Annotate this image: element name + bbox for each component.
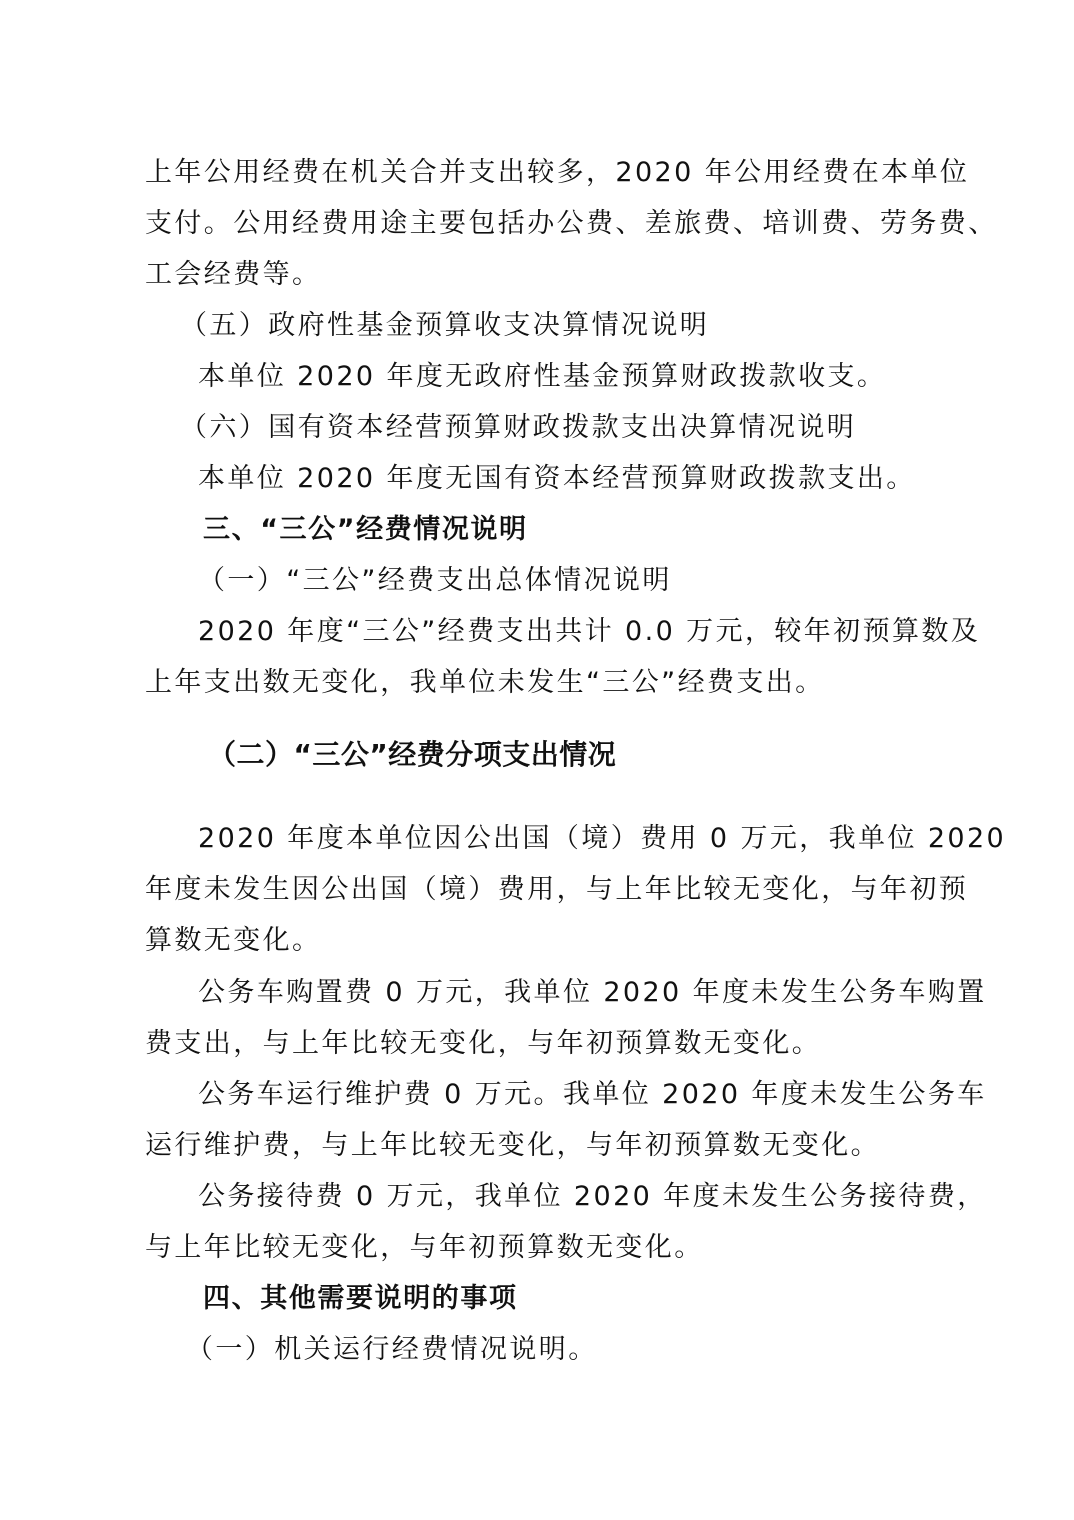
body-text-line: 公务车运行维护费 0 万元。我单位 2020 年度未发生公务车: [198, 1079, 987, 1110]
section-heading-6: （六）国有资本经营预算财政拨款支出决算情况说明: [180, 412, 857, 443]
body-text-line: 算数无变化。: [145, 925, 322, 956]
body-text-line: 2020 年度“三公”经费支出共计 0.0 万元，较年初预算数及: [198, 616, 981, 647]
body-text-line: 支付。公用经费用途主要包括办公费、差旅费、培训费、劳务费、: [145, 208, 998, 239]
body-text-line: 2020 年度本单位因公出国（境）费用 0 万元，我单位 2020: [198, 823, 1007, 854]
body-text-line: 与上年比较无变化，与年初预算数无变化。: [145, 1232, 704, 1263]
body-text-line: 费支出，与上年比较无变化，与年初预算数无变化。: [145, 1028, 822, 1059]
body-text-line: 年度未发生因公出国（境）费用，与上年比较无变化，与年初预: [145, 874, 969, 905]
chapter-heading-4: 四、其他需要说明的事项: [203, 1283, 518, 1314]
subsection-heading-2: （二）“三公”经费分项支出情况: [208, 738, 617, 771]
body-text-line: 上年支出数无变化，我单位未发生“三公”经费支出。: [145, 667, 825, 698]
body-text-line: 工会经费等。: [145, 259, 322, 290]
body-text-line: 公务车购置费 0 万元，我单位 2020 年度未发生公务车购置: [198, 977, 987, 1008]
body-text-line: 本单位 2020 年度无国有资本经营预算财政拨款支出。: [198, 463, 916, 494]
body-text-line: 本单位 2020 年度无政府性基金预算财政拨款收支。: [198, 361, 887, 392]
body-text-line: 公务接待费 0 万元，我单位 2020 年度未发生公务接待费，: [198, 1181, 987, 1212]
body-text-line: 运行维护费，与上年比较无变化，与年初预算数无变化。: [145, 1130, 880, 1161]
subsection-heading-1: （一）“三公”经费支出总体情况说明: [198, 565, 672, 596]
section-heading-5: （五）政府性基金预算收支决算情况说明: [180, 310, 710, 341]
subsection-heading-1: （一）机关运行经费情况说明。: [186, 1334, 598, 1365]
chapter-heading-3: 三、“三公”经费情况说明: [203, 514, 528, 545]
body-text-line: 上年公用经费在机关合并支出较多，2020 年公用经费在本单位: [145, 157, 970, 188]
